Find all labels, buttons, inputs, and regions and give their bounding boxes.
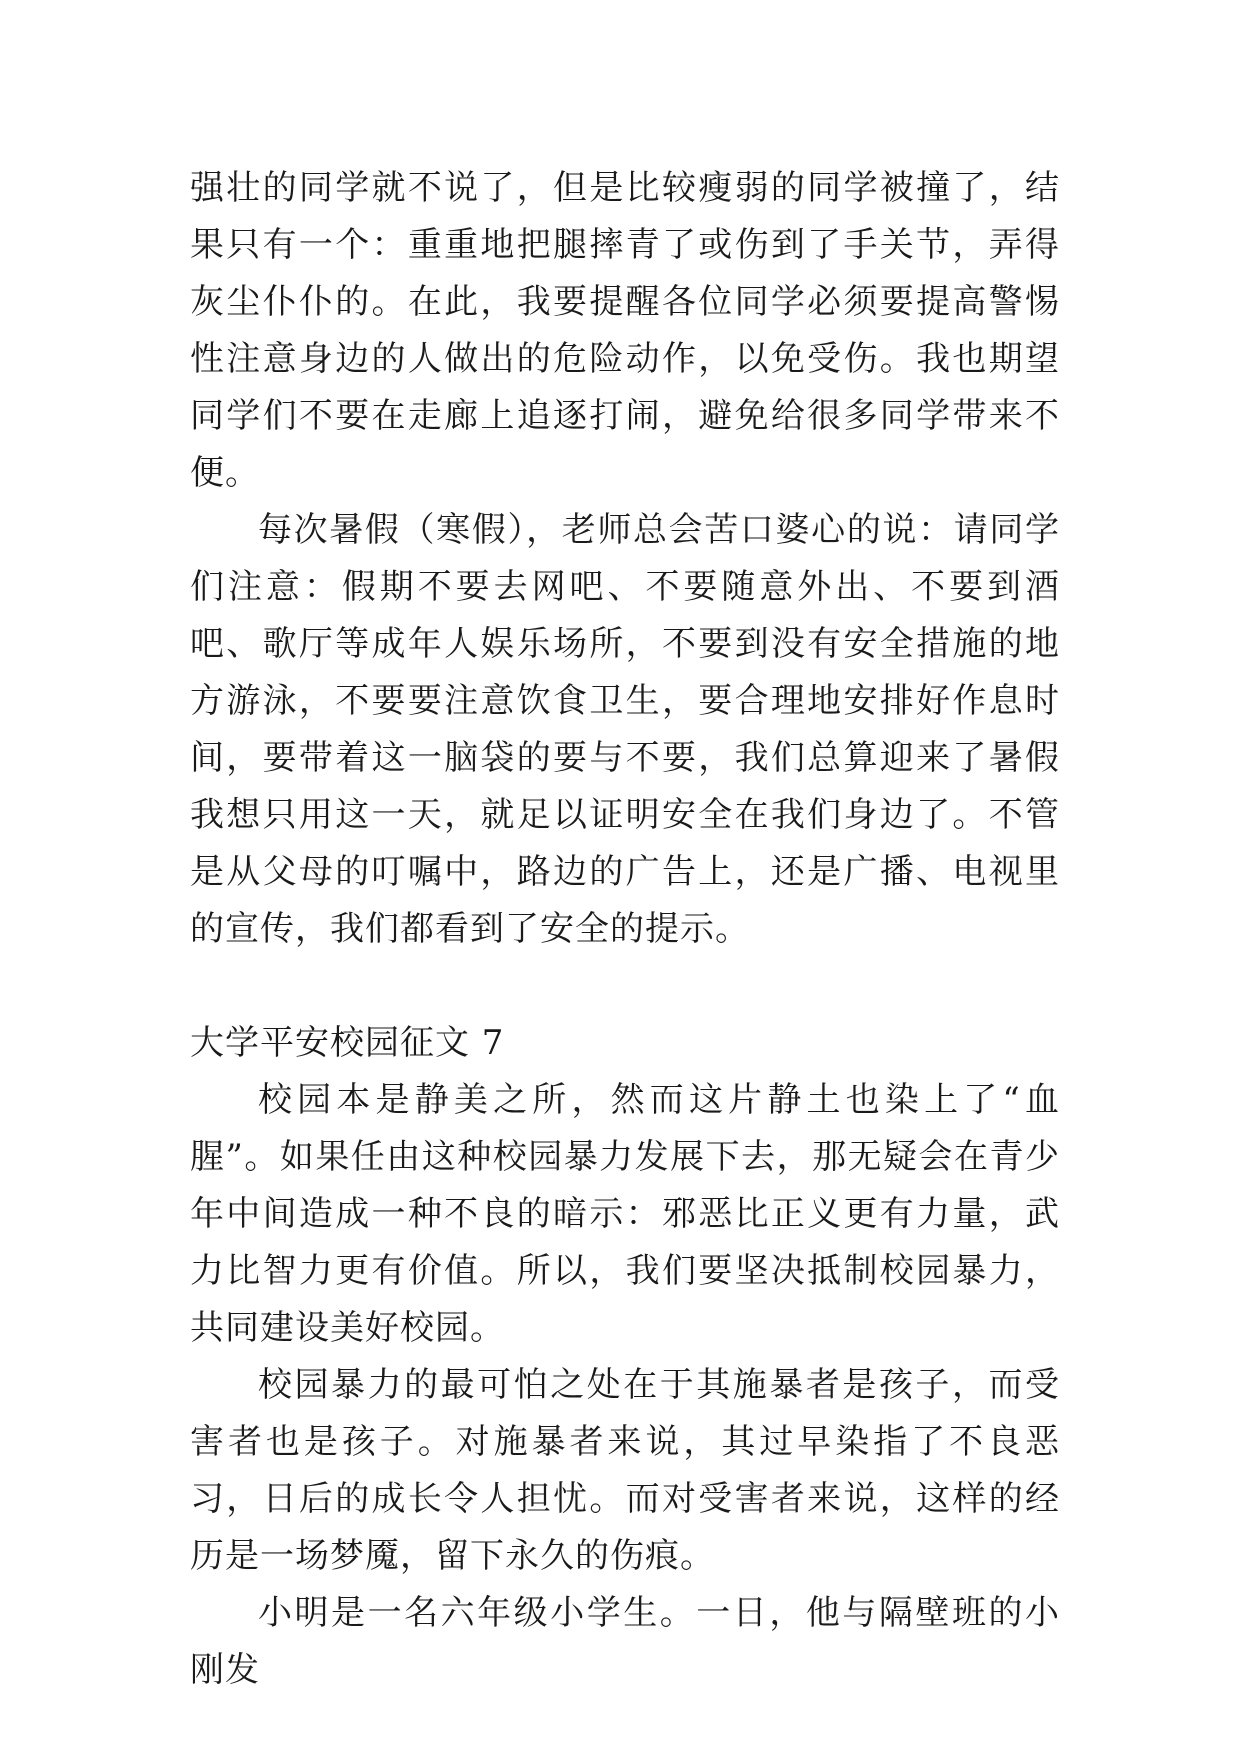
paragraph-campus-intro: 校园本是静美之所，然而这片静土也染上了“血腥”。如果任由这种校园暴力发展下去，那无疑会在青少年中间造成一种不良的暗示：邪恶比正义更有力量，武力比智力更有价值。所以，我们要坚决抵制校园暴力，共同建设美好校园。 xyxy=(190,1080,1060,1348)
paragraph-xiaoming: 小明是一名六年级小学生。一日，他与隔壁班的小刚发 xyxy=(190,1593,1060,1690)
section-heading: 大学平安校园征文 7 xyxy=(190,1023,505,1063)
document-body xyxy=(190,160,1060,1699)
paragraph-vacation-reminder: 每次暑假（寒假），老师总会苦口婆心的说：请同学们注意：假期不要去网吧、不要随意外出、不要到酒吧、歌厅等成年人娱乐场所，不要到没有安全措施的地方游泳，不要要注意饮食卫生，要合理地安排好作息时间，要带着这一脑袋的要与不要，我们总算迎来了暑假我想只用这一天，就足以证明安全在我们身边了。不管是从父母的叮嘱中，路边的广告上，还是广播、电视里的宣传，我们都看到了安全的提示。 xyxy=(190,510,1060,949)
paragraph-campus-violence: 校园暴力的最可怕之处在于其施暴者是孩子，而受害者也是孩子。对施暴者来说，其过早染指了不良恶习，日后的成长令人担忧。而对受害者来说，这样的经历是一场梦魇，留下永久的伤痕。 xyxy=(190,1365,1060,1576)
section-spacer xyxy=(190,958,1060,1015)
paragraph-continuation: 强壮的同学就不说了，但是比较瘦弱的同学被撞了，结果只有一个：重重地把腿摔青了或伤到了手关节，弄得灰尘仆仆的。在此，我要提醒各位同学必须要提高警惕性注意身边的人做出的危险动作，以免受伤。我也期望同学们不要在走廊上追逐打闹，避免给很多同学带来不便。 xyxy=(190,168,1060,493)
